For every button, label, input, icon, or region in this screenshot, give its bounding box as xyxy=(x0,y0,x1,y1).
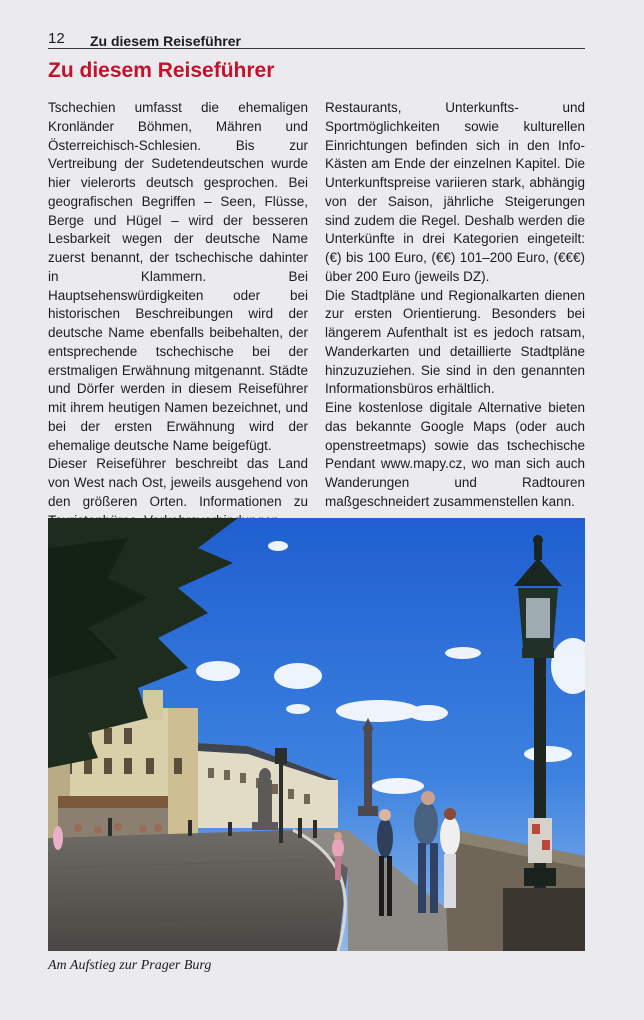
running-title: Zu diesem Reiseführer xyxy=(90,33,241,49)
paragraph: Dieser Reiseführer beschreibt das Land von West nach Ost, jeweils ausgehend von den größeren Orten. Informationen zu xyxy=(48,456,308,509)
chapter-title: Zu diesem Reiseführer xyxy=(48,59,275,82)
paragraph: Eine kostenlose digitale Alternative bieten das bekannte Google Maps (oder auch openstreetmaps) sowie das tschechische Pendant www.mapy.cz, wo man sich auch Wanderungen und Radtouren maßgeschneidert zusammenstellen kann. xyxy=(325,400,585,509)
text-column-left xyxy=(48,99,308,530)
page-number: 12 xyxy=(48,30,65,47)
photo-caption: Am Aufstieg zur Prager Burg xyxy=(48,958,212,973)
paragraph: Tschechien umfasst die ehemaligen Kronländer Böhmen, Mähren und Österreichisch-Schlesien. Bis zur Vertreibung der Sudetendeutschen wurde hier vielerorts deutsch gesprochen. Bei geografischen Begriffen – Seen, Flüsse, Berge und Hügel – wird der besseren Lesbarkeit wegen der deutsche Name zuerst benannt, der tschechische dahinter in Klammern. Bei Hauptsehenswürdigkeiten oder bei historischen Beschreibungen wird der deutsche Name ebenfalls beibehalten, der entsprechende tschechische bei der erstmaligen Erwähnung mitgenannt. Städte und Dörfer werden in diesem Reiseführer mit ihrem heutigen Namen bezeichnet, und bei der ersten Erwähnung wird der ehemalige deutsche Name beigefügt. xyxy=(48,100,308,453)
text-column-right xyxy=(325,99,585,512)
running-head xyxy=(48,30,585,49)
paragraph: Restaurants, Unterkunfts- und Sportmöglichkeiten sowie kulturellen Einrichtungen befinden sich in den Info-Kästen am Ende der einzelnen Kapitel. Die Unterkunftspreise variieren stark, abhängig von der Saison, jährliche Steigerungen sind zudem die Regel. Deshalb werden die Unterkünfte in drei Kategorien eingeteilt: (€) bis 100 Euro, (€€) 101–200 Euro, (€€€) über 200 Euro (jeweils DZ). xyxy=(325,100,585,284)
paragraph: Die Stadtpläne und Regionalkarten dienen zur ersten Orientierung. Besonders bei längerem Aufenthalt ist es jedoch ratsam, Wanderkarten und detaillierte Stadtpläne hinzuzuziehen. Sie sind in den genannten Informationsbüros erhältlich. xyxy=(325,287,585,397)
prague-castle-photo xyxy=(48,518,585,951)
market-stalls xyxy=(58,796,168,838)
